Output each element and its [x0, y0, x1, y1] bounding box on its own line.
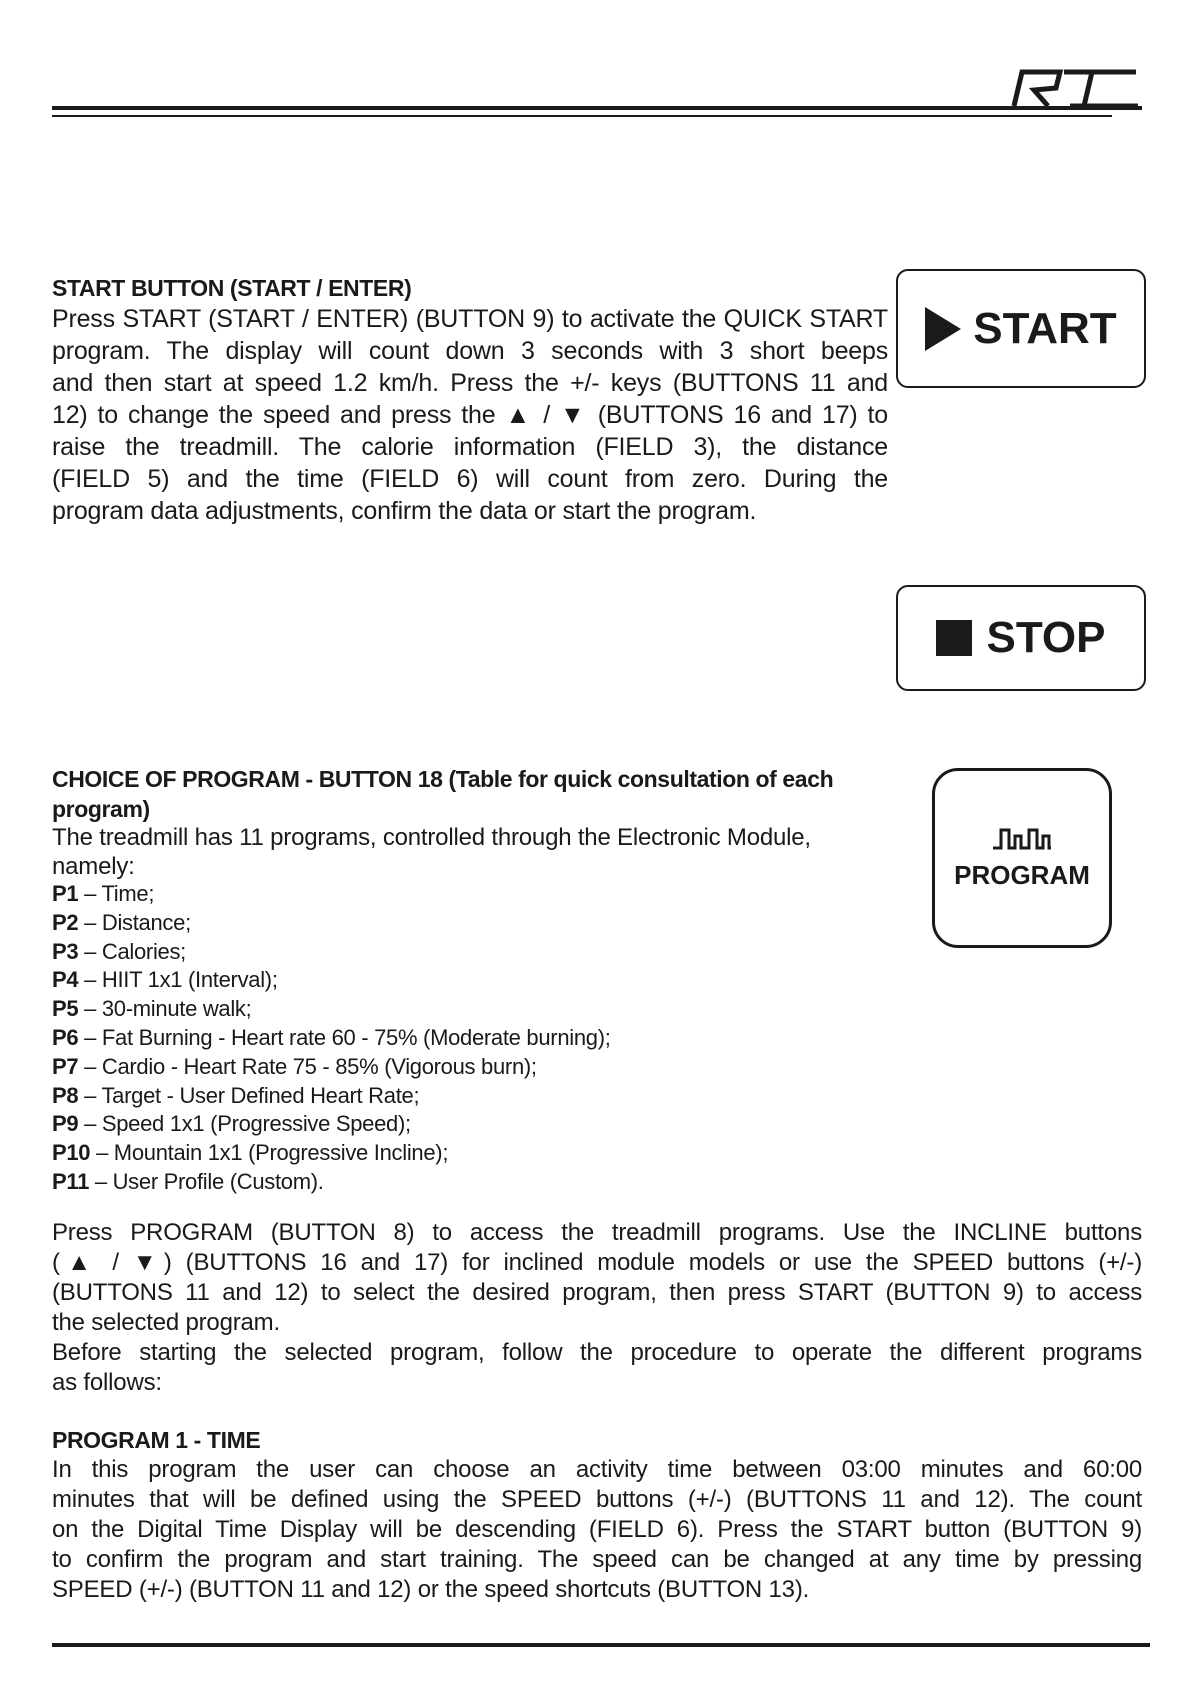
list-item	[52, 1110, 872, 1139]
body-line: minutes that will be defined using the SPEED buttons (+/-) (BUTTONS 11 and 12). The count	[52, 1486, 1142, 1513]
program-desc: – 30-minute walk;	[84, 996, 252, 1022]
body-line: Before starting the selected program, follow the procedure to operate the different programs	[52, 1339, 1142, 1366]
stop-button-illustration	[896, 585, 1146, 691]
program-desc: – Speed 1x1 (Progressive Speed);	[84, 1111, 411, 1137]
program-desc: – Distance;	[84, 909, 191, 935]
program-code: P11	[52, 1168, 90, 1194]
program-button-label: PROGRAM	[954, 859, 1090, 890]
stop-square-icon	[936, 620, 972, 656]
intro-line: The treadmill has 11 programs, controlled through the Electronic Module,	[52, 824, 811, 851]
program1-heading: PROGRAM 1 - TIME	[52, 1427, 261, 1453]
program-list	[52, 880, 872, 1197]
list-item	[52, 938, 872, 967]
program-instructions	[52, 1218, 1142, 1398]
list-item	[52, 1168, 872, 1197]
program-intro	[52, 823, 912, 881]
body-line: SPEED (+/-) (BUTTON 11 and 12) or the speed shortcuts (BUTTON 13).	[52, 1576, 810, 1603]
program-code: P1	[52, 881, 79, 906]
program-code: P4	[52, 967, 79, 993]
body-line: program. The display will count down 3 seconds with 3 short beeps	[52, 337, 888, 365]
program-code: P8	[52, 1082, 79, 1108]
body-line: Press PROGRAM (BUTTON 8) to access the treadmill programs. Use the INCLINE buttons	[52, 1219, 1142, 1246]
program-code: P10	[52, 1140, 91, 1166]
body-line: and then start at speed 1.2 km/h. Press the +/- keys (BUTTONS 11 and	[52, 369, 888, 397]
program-desc: – HIIT 1x1 (Interval);	[84, 967, 278, 993]
list-item	[52, 966, 872, 995]
program-desc: – Time;	[84, 881, 155, 906]
program-wave-icon	[991, 826, 1053, 852]
heading-line: program)	[52, 796, 150, 822]
program-desc: – Mountain 1x1 (Progressive Incline);	[96, 1140, 449, 1166]
list-item	[52, 1082, 872, 1111]
body-line: Press START (START / ENTER) (BUTTON 9) to activate the QUICK START	[52, 305, 888, 333]
footer-rule	[52, 1643, 1150, 1647]
body-line: (BUTTONS 11 and 12) to select the desired program, then press START (BUTTON 9) to access	[52, 1279, 1142, 1306]
program-code: P6	[52, 1024, 79, 1050]
list-item	[52, 1053, 872, 1082]
body-line: (▲ / ▼) (BUTTONS 16 and 17) for inclined module models or use the SPEED buttons (+/-)	[52, 1249, 1142, 1276]
play-icon	[925, 307, 961, 351]
body-line: 12) to change the speed and press the ▲ / ▼ (BUTTONS 16 and 17) to	[52, 401, 888, 429]
heading-line: CHOICE OF PROGRAM - BUTTON 18 (Table for quick consultation of each	[52, 766, 834, 792]
body-line: on the Digital Time Display will be descending (FIELD 6). Press the START button (BUTTON 9)	[52, 1516, 1142, 1543]
start-section-heading: START BUTTON (START / ENTER)	[52, 275, 412, 301]
program-code: P9	[52, 1111, 79, 1137]
body-line: the selected program.	[52, 1309, 280, 1336]
body-line: as follows:	[52, 1369, 162, 1396]
list-item	[52, 880, 872, 909]
list-item	[52, 1024, 872, 1053]
program-desc: – User Profile (Custom).	[94, 1168, 324, 1194]
body-line: raise the treadmill. The calorie information (FIELD 3), the distance	[52, 433, 888, 461]
stop-button-label: STOP	[986, 613, 1106, 662]
program-desc: – Target - User Defined Heart Rate;	[84, 1082, 420, 1108]
body-line: (FIELD 5) and the time (FIELD 6) will count from zero. During the	[52, 465, 888, 493]
program-desc: – Cardio - Heart Rate 75 - 85% (Vigorous burn);	[84, 1053, 537, 1079]
program-code: P5	[52, 996, 79, 1022]
program-section-heading	[52, 764, 902, 824]
start-section-body	[52, 303, 888, 527]
list-item	[52, 909, 872, 938]
list-item	[52, 995, 872, 1024]
intro-line: namely:	[52, 853, 135, 880]
start-button-illustration	[896, 269, 1146, 388]
header-rule-thin	[52, 115, 1112, 117]
program-code: P7	[52, 1053, 79, 1079]
header-rule	[52, 106, 1142, 110]
body-line: program data adjustments, confirm the data or start the program.	[52, 497, 757, 525]
program-code: P3	[52, 938, 79, 964]
program-desc: – Fat Burning - Heart rate 60 - 75% (Moderate burning);	[84, 1024, 611, 1050]
program-desc: – Calories;	[84, 938, 186, 964]
list-item	[52, 1139, 872, 1168]
body-line: to confirm the program and start training. The speed can be changed at any time by pressing	[52, 1546, 1142, 1573]
start-button-label: START	[973, 303, 1117, 353]
program-code: P2	[52, 909, 79, 935]
body-line: In this program the user can choose an activity time between 03:00 minutes and 60:00	[52, 1456, 1142, 1483]
program-button-illustration	[932, 768, 1112, 948]
program1-body	[52, 1455, 1142, 1605]
